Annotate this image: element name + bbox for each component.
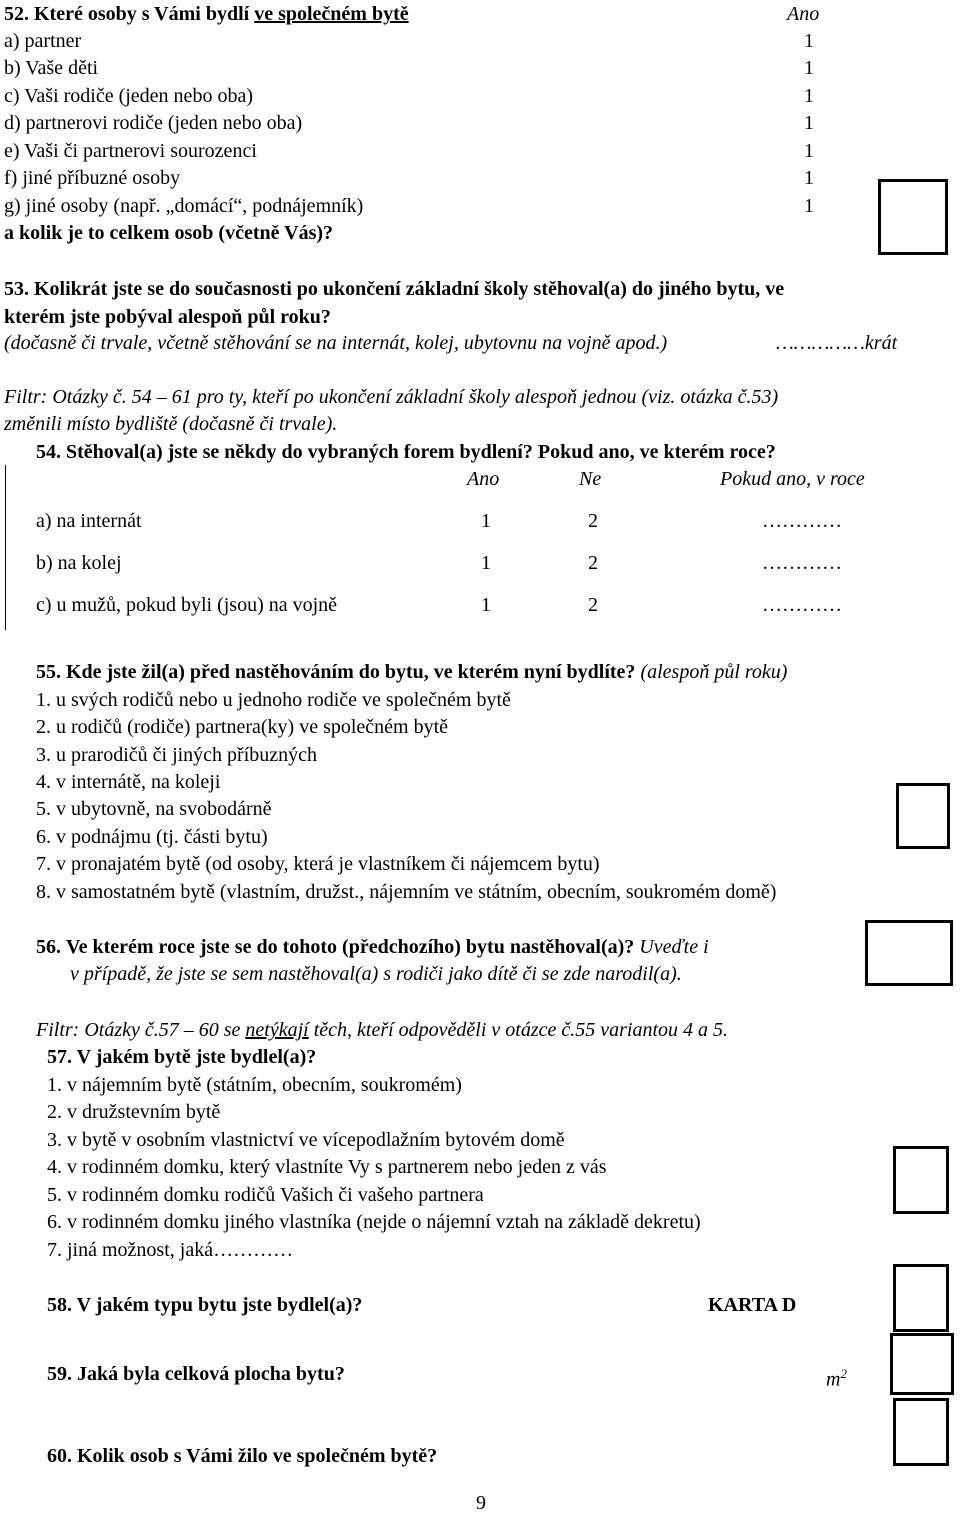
q58-card-label: KARTA D — [708, 1294, 797, 1316]
q52-item-value[interactable]: 1 — [804, 140, 814, 162]
q54-row-ne[interactable]: 2 — [588, 510, 598, 532]
q57-option: 7. jiná možnost, jaká………… — [47, 1239, 294, 1261]
q57-option: 4. v rodinném domku, který vlastníte Vy s partnerem nebo jeden z vás — [47, 1156, 607, 1178]
q54-header-ne: Ne — [579, 468, 602, 490]
q57-option: 5. v rodinném domku rodičů Vašich či vašeho partnera — [47, 1184, 484, 1206]
q53-answer-field[interactable]: ……………krát — [776, 332, 898, 354]
q57-question: 57. V jakém bytě jste bydlel(a)? — [47, 1046, 317, 1068]
q52-item-label: f) jiné příbuzné osoby — [4, 167, 181, 189]
q52-item-label: d) partnerovi rodiče (jeden nebo oba) — [4, 112, 303, 134]
q52-item-value[interactable]: 1 — [804, 30, 814, 52]
q55-option: 3. u prarodičů či jiných příbuzných — [36, 744, 318, 766]
q54-header-ano: Ano — [467, 468, 500, 490]
q52-item-label: a) partner — [4, 30, 82, 52]
q54-row-year[interactable]: ………… — [762, 510, 842, 532]
filter1-line1: Filtr: Otázky č. 54 – 61 pro ty, kteří po ukončení základní školy alespoň jednou (viz. otázka č.53) — [4, 386, 779, 408]
q58-answer-box[interactable] — [893, 1264, 949, 1332]
q57-option: 1. v nájemním bytě (státním, obecním, soukromém) — [47, 1074, 462, 1096]
q56-question: 56. Ve kterém roce jste se do tohoto (předchozího) bytu nastěhoval(a)? Uveďte i — [36, 936, 709, 958]
q52-item-value[interactable]: 1 — [804, 112, 814, 134]
q54-row-ne[interactable]: 2 — [588, 552, 598, 574]
q53-question-line2: kterém jste pobýval alespoň půl roku? — [4, 306, 331, 328]
q55-option: 2. u rodičů (rodiče) partnera(ky) ve společném bytě — [36, 716, 449, 738]
q59-question: 59. Jaká byla celková plocha bytu? — [47, 1363, 345, 1385]
q55-option: 6. v podnájmu (tj. části bytu) — [36, 826, 268, 848]
q59-unit: $m^2$ — [826, 1366, 847, 1391]
q54-row-label: c) u mužů, pokud byli (jsou) na vojně — [36, 594, 338, 616]
q52-answer-box[interactable] — [878, 179, 948, 255]
q54-row-label: b) na kolej — [36, 552, 122, 574]
q57-option: 2. v družstevním bytě — [47, 1101, 221, 1123]
q57-answer-box[interactable] — [893, 1146, 949, 1214]
q54-row-ano[interactable]: 1 — [481, 552, 491, 574]
q56-note: v případě, že jste se sem nastěhoval(a) s rodiči jako dítě či se zde narodil(a). — [70, 963, 682, 985]
q53-question: 53. Kolikrát jste se do současnosti po ukončení základní školy stěhoval(a) do jiného bytu, ve — [4, 278, 785, 300]
q55-option: 8. v samostatném bytě (vlastním, družst., nájemním ve státním, obecním, soukromém domě) — [36, 881, 777, 903]
q55-option: 4. v internátě, na koleji — [36, 771, 221, 793]
filter1-line2: změnili místo bydliště (dočasně či trvale). — [4, 413, 338, 435]
q60-question: 60. Kolik osob s Vámi žilo ve společném bytě? — [47, 1445, 438, 1467]
q52-item-value[interactable]: 1 — [804, 167, 814, 189]
q55-option: 1. u svých rodičů nebo u jednoho rodiče ve společném bytě — [36, 689, 511, 711]
q54-row-year[interactable]: ………… — [762, 594, 842, 616]
q56-answer-box[interactable] — [865, 920, 953, 986]
q54-row-ano[interactable]: 1 — [481, 510, 491, 532]
q54-question: 54. Stěhoval(a) jste se někdy do vybraných forem bydlení? Pokud ano, ve kterém roce? — [36, 441, 776, 463]
q58-question: 58. V jakém typu bytu jste bydlel(a)? — [47, 1294, 363, 1316]
q52-item-label: e) Vaši či partnerovi sourozenci — [4, 140, 257, 162]
q55-question: 55. Kde jste žil(a) před nastěhováním do bytu, ve kterém nyní bydlíte? (alespoň půl roku) — [36, 661, 788, 683]
q52-item-label: b) Vaše děti — [4, 57, 99, 79]
q52-item-value[interactable]: 1 — [804, 57, 814, 79]
q60-answer-box[interactable] — [893, 1398, 949, 1466]
q54-row-ne[interactable]: 2 — [588, 594, 598, 616]
q52-item-label: c) Vaši rodiče (jeden nebo oba) — [4, 85, 253, 107]
q54-row-ano[interactable]: 1 — [481, 594, 491, 616]
q57-option: 6. v rodinném domku jiného vlastníka (nejde o nájemní vztah na základě dekretu) — [47, 1211, 701, 1233]
q54-row-label: a) na internát — [36, 510, 142, 532]
q54-header-year: Pokud ano, v roce — [720, 468, 865, 490]
q55-option: 5. v ubytovně, na svobodárně — [36, 798, 272, 820]
q54-row-year[interactable]: ………… — [762, 552, 842, 574]
q52-item-label: g) jiné osoby (např. „domácí“, podnájemník) — [4, 195, 364, 217]
q52-item-value[interactable]: 1 — [804, 195, 814, 217]
q57-option: 3. v bytě v osobním vlastnictví ve vícepodlažním bytovém domě — [47, 1129, 565, 1151]
page-number: 9 — [476, 1492, 486, 1514]
filter-margin-line — [5, 465, 6, 630]
q59-answer-box[interactable] — [890, 1333, 954, 1395]
q52-total-question: a kolik je to celkem osob (včetně Vás)? — [4, 222, 334, 244]
q55-answer-box[interactable] — [896, 783, 950, 849]
q52-ano-header: Ano — [787, 3, 820, 25]
q53-note: (dočasně či trvale, včetně stěhování se na internát, kolej, ubytovnu na vojně apod.) — [4, 332, 668, 354]
q52-item-value[interactable]: 1 — [804, 85, 814, 107]
filter2: Filtr: Otázky č.57 – 60 se netýkají těch, kteří odpověděli v otázce č.55 variantou 4 a 5. — [36, 1019, 729, 1041]
q55-option: 7. v pronajatém bytě (od osoby, která je vlastníkem či nájemcem bytu) — [36, 853, 600, 875]
q52-heading: 52. Které osoby s Vámi bydlí ve společném bytě — [4, 3, 409, 25]
